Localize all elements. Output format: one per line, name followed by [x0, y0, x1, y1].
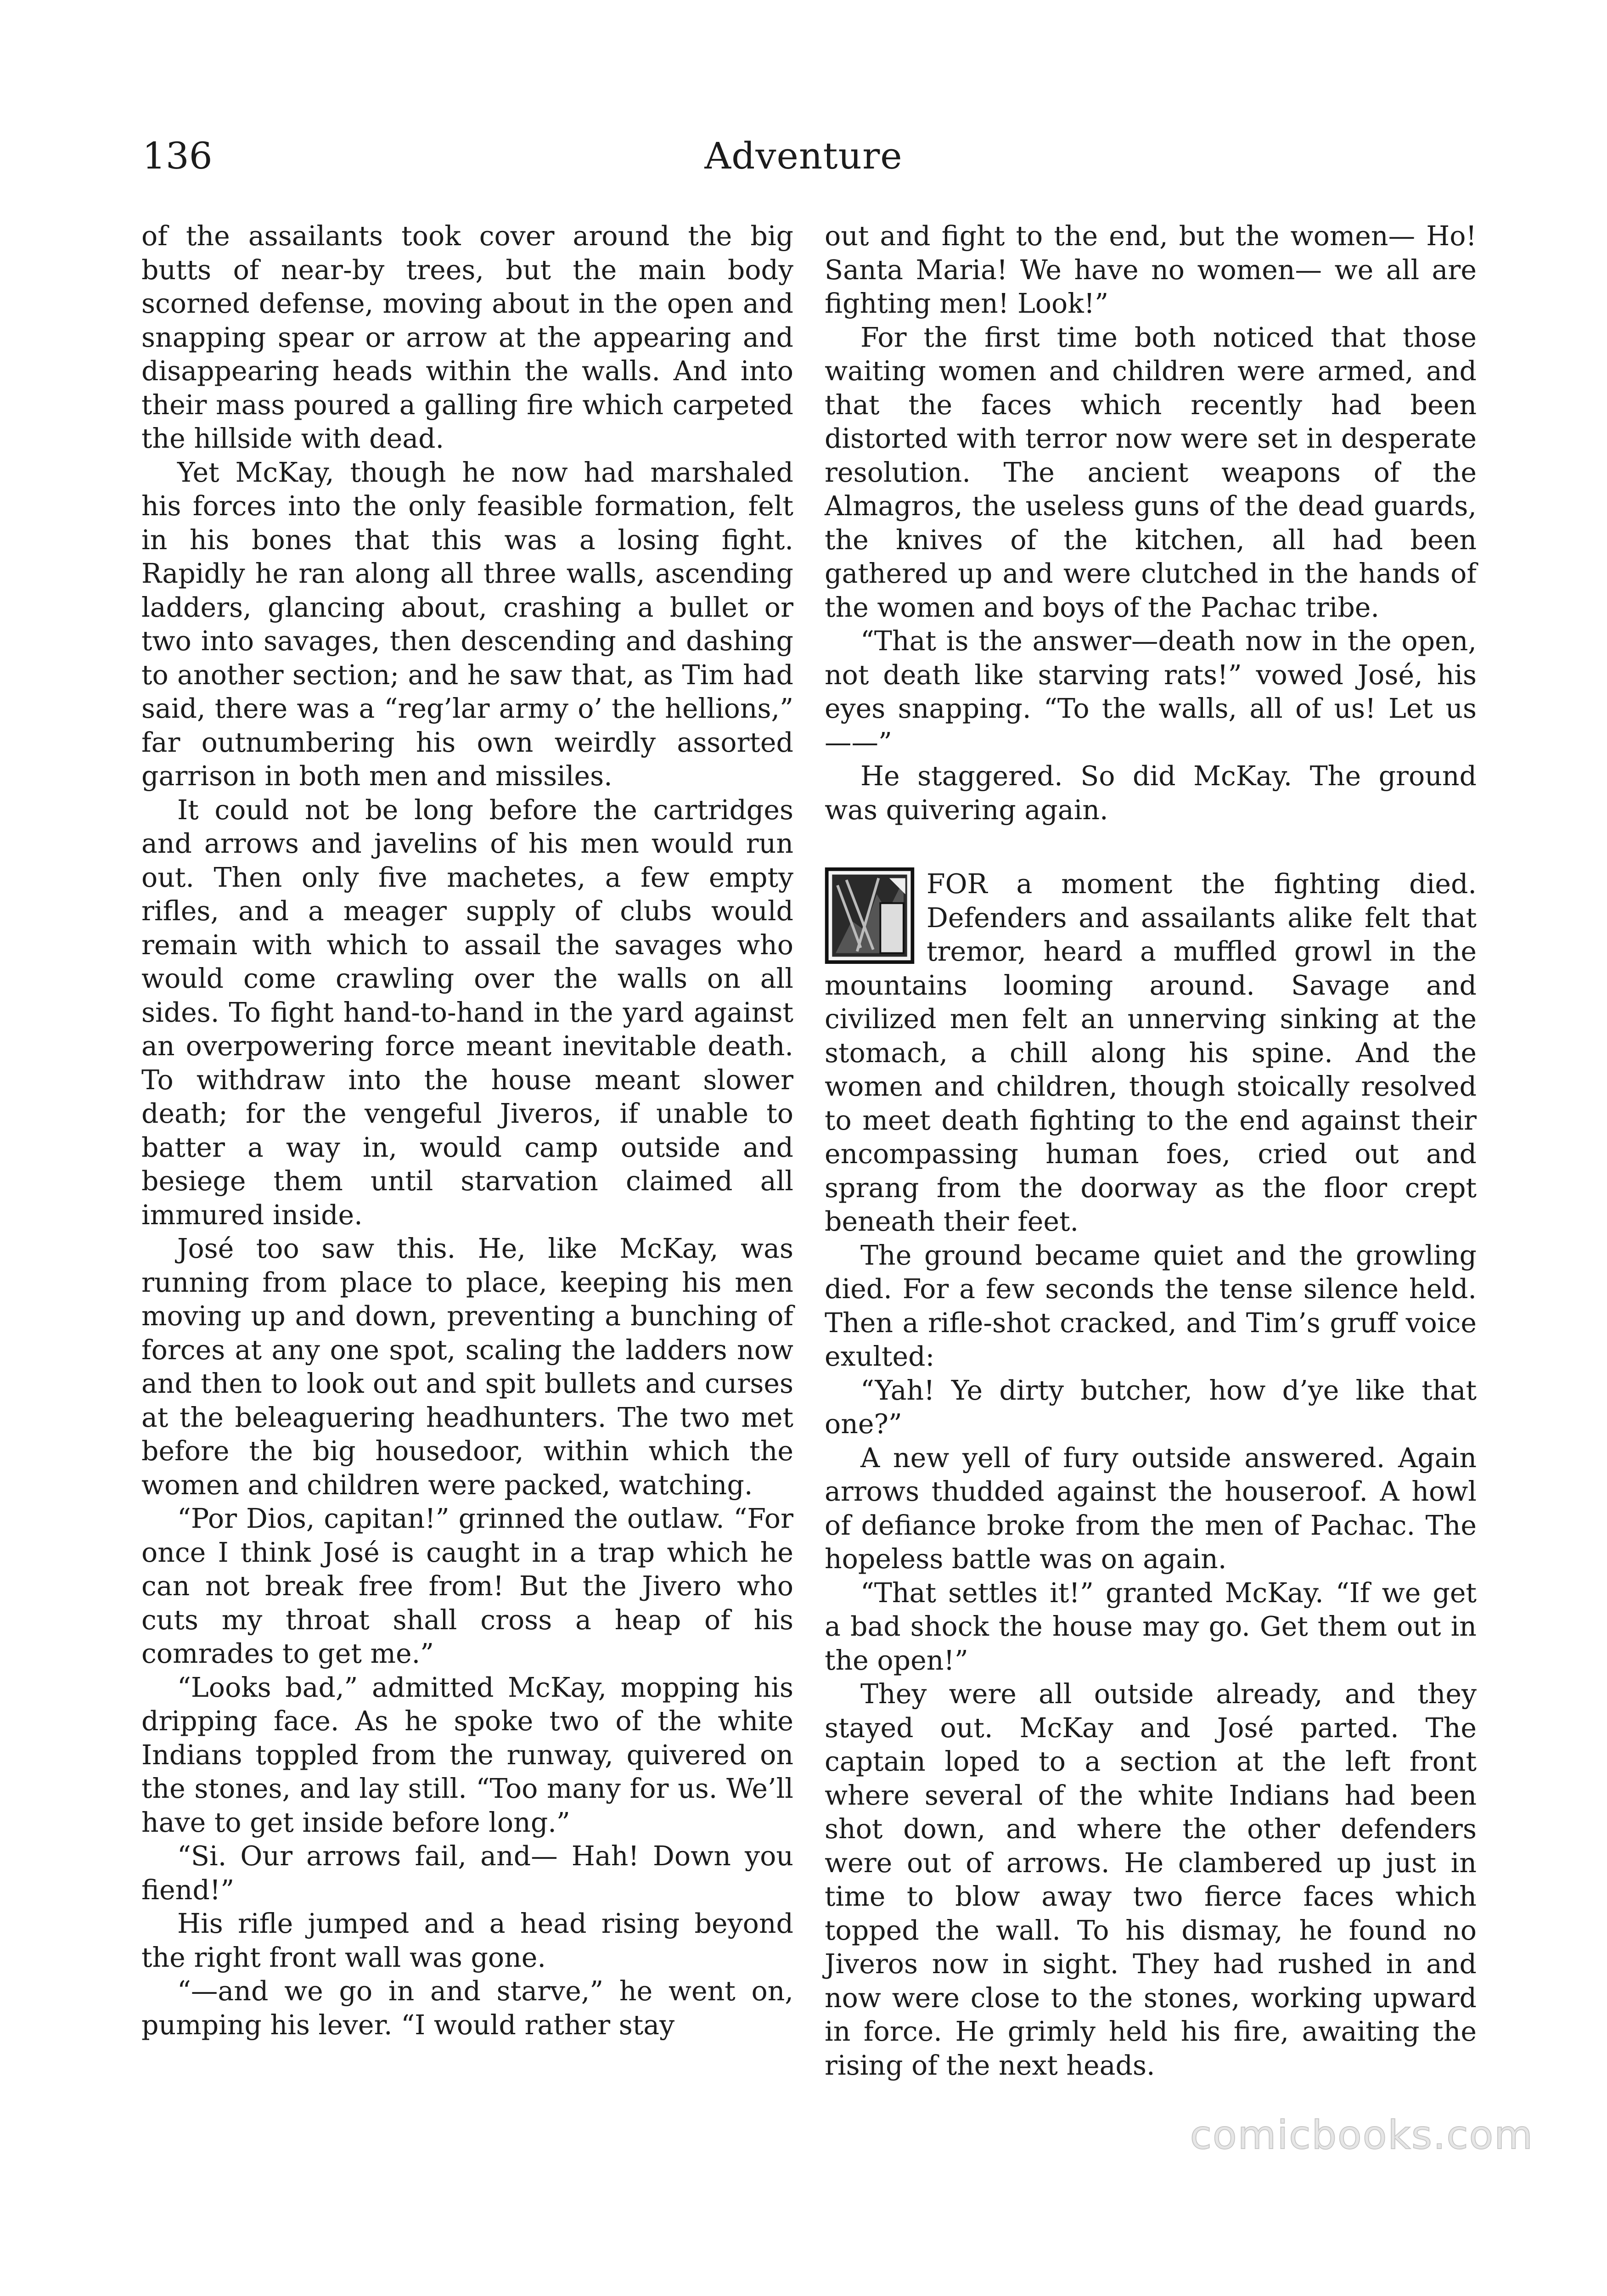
paragraph: His rifle jumped and a head rising beyond the right front wall was gone.	[141, 1908, 793, 1973]
paragraph: “That is the answer—death now in the open, not death like starving rats!” vowed José, his eyes snapping. “To the walls, all of us! Let us——”	[825, 625, 1477, 758]
paragraph: “—and we go in and starve,” he went on, pumping his lever. “I would rather stay	[141, 1975, 793, 2041]
paragraph: “Looks bad,” admitted McKay, mopping his dripping face. As he spoke two of the white Indians toppled from the runway, quivered on the stones, and lay still. “Too many for us. We’ll have to get inside before long.”	[141, 1671, 793, 1838]
right-column	[825, 219, 1477, 2082]
woodcut-ornament	[825, 867, 915, 964]
page-number: 136	[142, 135, 213, 177]
paragraph: “Por Dios, capitan!” grinned the outlaw. “For once I think José is caught in a trap which he can not break free from! But the Jivero who cuts my throat shall cross a heap of his comrades to get me.”	[141, 1503, 793, 1669]
paragraph: out and fight to the end, but the women— Ho! Santa Maria! We have no women— we all are fighting men! Look!”	[825, 220, 1477, 319]
paragraph: A new yell of fury outside answered. Again arrows thudded against the houseroof. A howl of defiance broke from the men of Pachac. The hopeless battle was on again.	[825, 1442, 1477, 1575]
watermark: comicbooks.com	[1190, 2112, 1534, 2158]
paragraph: The ground became quiet and the growling died. For a few seconds the tense silence held. Then a rifle-shot cracked, and Tim’s gruff voice exulted:	[825, 1239, 1477, 1372]
paragraph: FOR a moment the fighting died. Defenders and assailants alike felt that tremor, heard a muffled growl in the mountains looming around. Savage and civilized men felt an unnerving sinking at the stomach, a chill along his spine. And the women and children, though stoically resolved to meet death fighting to the end against their encompassing human foes, cried out and sprang from the doorway as the floor crept beneath their feet.	[825, 868, 1477, 1237]
running-title: Adventure	[704, 135, 903, 177]
paragraph: It could not be long before the cartridges and arrows and javelins of his men would run out. Then only five machetes, a few empty rifles, and a meager supply of clubs would remain with which to assail the savages who would come crawling over the walls on all sides. To fight hand-to-hand in the yard against an overpowering force meant inevitable death. To withdraw into the house meant slower death; for the vengeful Jiveros, if unable to batter a way in, would camp outside and besiege them until starvation claimed all immured inside.	[141, 794, 793, 1231]
paragraph: “Si. Our arrows fail, and— Hah! Down you fiend!”	[141, 1840, 793, 1906]
paragraph: Yet McKay, though he now had marshaled his forces into the only feasible formation, felt in his bones that this was a losing fight. Rapidly he ran along all three walls, ascending ladders, glancing about, crashing a bullet or two into savages, then descending and dashing to another section; and he saw that, as Tim had said, there was a “reg’lar army o’ the hellions,” far outnumbering his own weirdly assorted garrison in both men and missiles.	[141, 456, 793, 792]
left-column	[141, 219, 793, 2042]
paragraph: For the first time both noticed that those waiting women and children were armed, and that the faces which recently had been distorted with terror now were set in desperate resolution. The ancient weapons of the Almagros, the useless guns of the dead guards, the knives of the kitchen, all had been gathered up and were clutched in the hands of the women and boys of the Pachac tribe.	[825, 321, 1477, 623]
paragraph: of the assailants took cover around the big butts of near-by trees, but the main body scorned defense, moving about in the open and snapping spear or arrow at the appearing and disappearing heads within the walls. And into their mass poured a galling fire which carpeted the hillside with dead.	[141, 220, 793, 454]
paragraph: He staggered. So did McKay. The ground was quivering again.	[825, 760, 1477, 826]
paragraph: José too saw this. He, like McKay, was running from place to place, keeping his men moving up and down, preventing a bunching of forces at any one spot, scaling the ladders now and then to look out and spit bullets and curses at the beleaguering headhunters. The two met before the big housedoor, within which the women and children were packed, watching.	[141, 1233, 793, 1501]
woodcut-image	[825, 867, 915, 964]
paragraph: “That settles it!” granted McKay. “If we get a bad shock the house may go. Get them out in the open!”	[825, 1577, 1477, 1676]
paragraph: They were all outside already, and they stayed out. McKay and José parted. The captain loped to a section at the left front where several of the white Indians had been shot down, and where the other defenders were out of arrows. He clambered up just in time to blow away two fierce faces which topped the wall. To his dismay, he found no Jiveros now in sight. They had rushed in and now were close to the stones, working upward in force. He grimly held his fire, awaiting the rising of the next heads.	[825, 1678, 1477, 2081]
paragraph: “Yah! Ye dirty butcher, how d’ye like that one?”	[825, 1374, 1477, 1440]
